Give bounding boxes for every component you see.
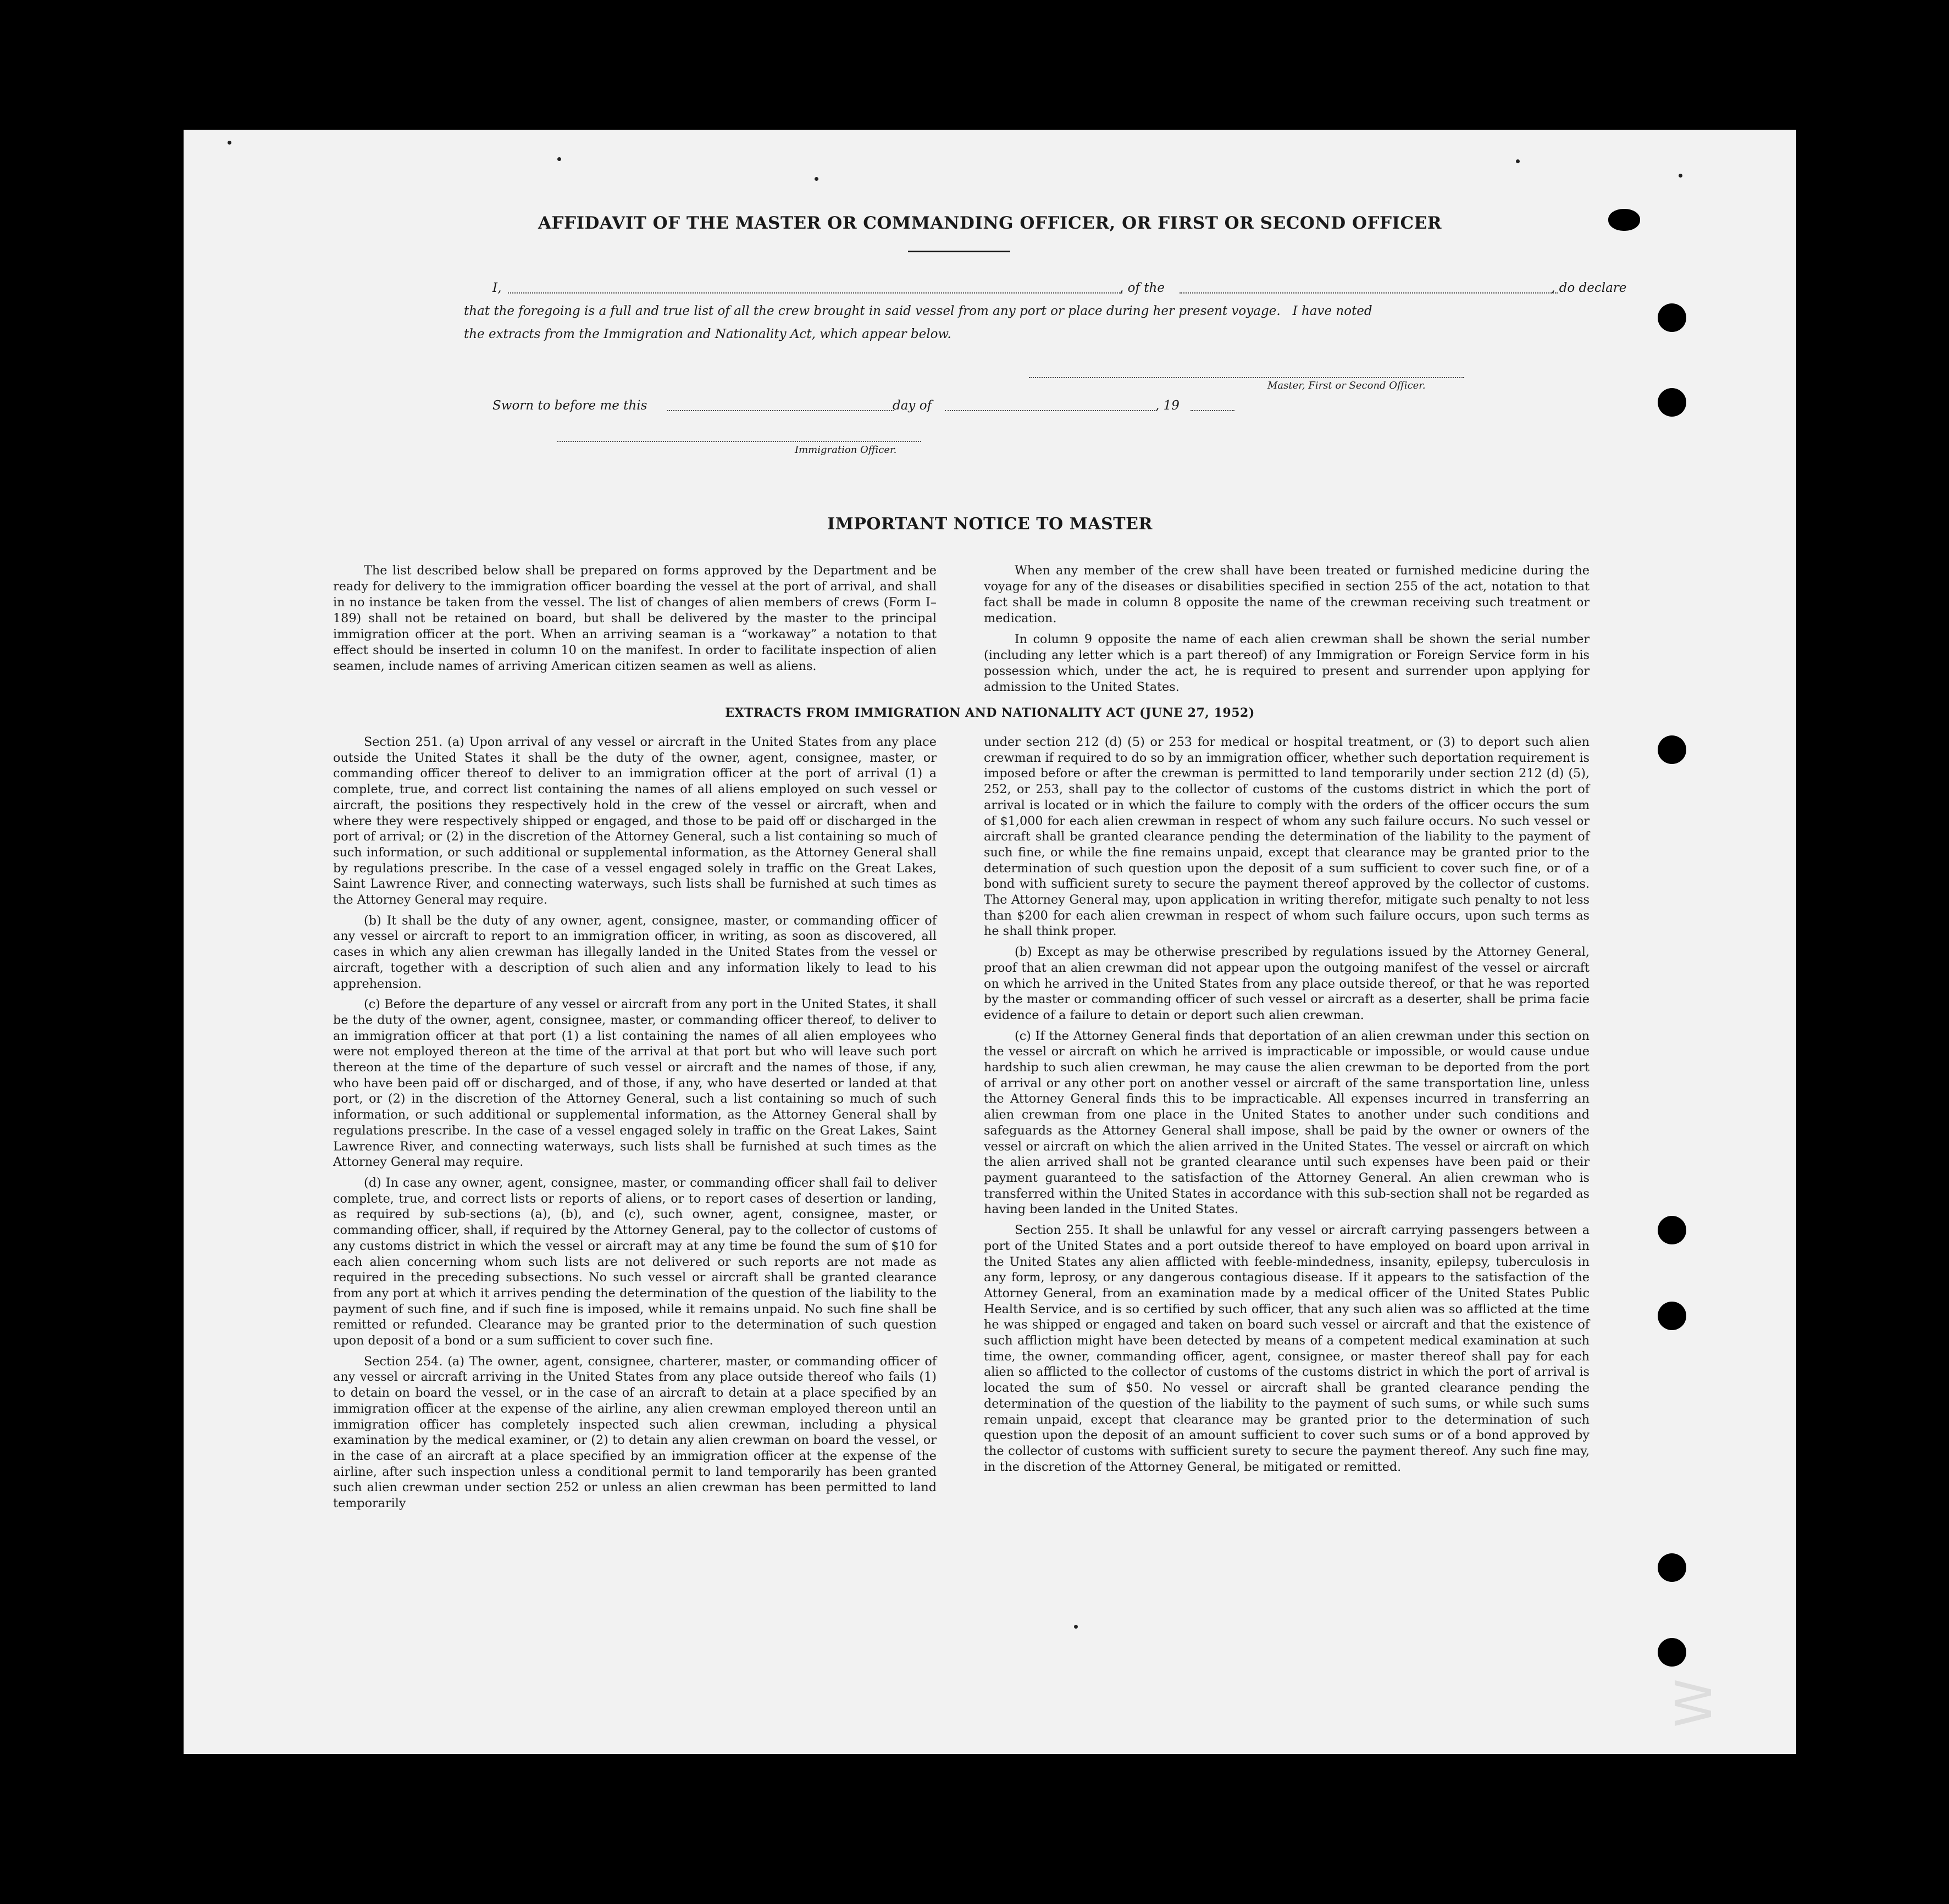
punch-hole — [1658, 1302, 1686, 1330]
extracts-right-column — [984, 734, 1590, 1480]
punch-hole — [1658, 735, 1686, 764]
notice-right-paragraph-1: When any member of the crew shall have been treated or furnished medicine during the voyage for any of the diseases or disabilities specified in section 255 of the act, notation to that fact shall be made in column 8 opposite the name of the crewman receiving such treatment or medication. — [984, 563, 1590, 626]
notice-right-column — [984, 563, 1590, 700]
sworn-label: Sworn to before me this — [492, 398, 647, 413]
section-251-a: Section 251. (a) Upon arrival of any vessel or aircraft in the United States from any place outside the United States it shall be the duty of the owner, agent, consignee, master, or commanding officer thereof to deliver to an immigration officer at the port of arrival (1) a complete, true, and correct list containing the names of all aliens employed on such vessel or aircraft, the positions they respectively hold in the crew of the vessel or aircraft, when and where they were respectively shipped or engaged, and those to be paid off or discharged in the port of arrival; or (2) in the discretion of the Attorney General, such a list containing so much of such information, or such additional or supplemental information, as the Attorney General shall by regulations prescribe. In the case of a vessel engaged solely in traffic on the Great Lakes, Saint Lawrence River, and connecting waterways, such lists shall be furnished at such times as the Attorney General may require. — [333, 735, 937, 907]
day-of-label: day of — [893, 398, 932, 413]
master-signature-line[interactable] — [1029, 377, 1464, 378]
affidavit-title: AFFIDAVIT OF THE MASTER OR COMMANDING OFFICER, OR FIRST OR SECOND OFFICER — [538, 213, 1442, 233]
sworn-day-blank[interactable] — [667, 410, 894, 411]
officer-caption: Immigration Officer. — [795, 444, 897, 456]
punch-hole — [1658, 303, 1686, 332]
master-caption: Master, First or Second Officer. — [1267, 380, 1426, 391]
section-254-a-continued: under section 212 (d) (5) or 253 for medical or hospital treatment, or (3) to deport such alien crewman if required to do so by an immigration officer, whether such deportation requirement is imposed before or after the crewman is permitted to land temporarily under section 212 (d) (5), 252, or 253, shall pay to the collector of customs of the customs district in which the port of arrival is located or in which the failure to comply with the orders of the officer occurs the sum of $1,000 for each alien crewman in respect of whom any such failure occurs. No such vessel or aircraft shall be granted clearance pending the determination of the liability to the payment of such fine, or while the fine remains unpaid, except that clearance may be granted prior to the determination of such question upon the deposit of a sum sufficient to cover such fine, or of a bond with sufficient surety to secure the payment thereof approved by the collector of customs. The Attorney General may, upon application in writing therefor, mitigate such penalty to not less than $200 for each alien crewman in respect of whom such failure occurs, upon such terms as he shall think proper. — [984, 735, 1590, 939]
scan-speck — [228, 141, 231, 145]
punch-hole — [1658, 1638, 1686, 1667]
scan-speck — [557, 157, 561, 161]
scan-speck — [815, 177, 818, 181]
year-blank[interactable] — [1191, 410, 1234, 411]
section-254-b: (b) Except as may be otherwise prescribed by regulations issued by the Attorney General, proof that an alien crewman did not appear upon the outgoing manifest of the vessel or aircraft on which he arrived in the United States from any place outside thereof, or that he was reported by the master or commanding officer of such vessel or aircraft as a deserter, shall be prima facie evidence of a failure to detain or deport such alien crewman. — [984, 945, 1590, 1022]
notice-left-column — [333, 563, 937, 679]
affidavit-line-2: that the foregoing is a full and true list of all the crew brought in said vessel from any port or place during her present voyage. I have noted — [464, 304, 1372, 318]
punch-hole — [1658, 1216, 1686, 1244]
extracts-title: EXTRACTS FROM IMMIGRATION AND NATIONALITY ACT (JUNE 27, 1952) — [725, 706, 1255, 720]
year-prefix: , 19 — [1155, 398, 1180, 413]
punch-hole — [1608, 209, 1640, 231]
scan-speck — [1679, 174, 1682, 178]
sworn-month-blank[interactable] — [945, 410, 1155, 411]
officer-signature-line[interactable] — [557, 441, 921, 442]
punch-hole — [1658, 1553, 1686, 1582]
scan-speck — [1074, 1625, 1078, 1629]
section-254-c: (c) If the Attorney General finds that deportation of an alien crewman under this section on the vessel or aircraft on which he arrived is impracticable or impossible, or would cause undue hardship to such alien crewman, he may cause the alien crewman to be deported from the port of arrival or any other port on another vessel or aircraft of the same transportation line, unless the Attorney General finds this to be impracticable. All expenses incurred in transferring an alien crewman from one place in the United States to another under such conditions and safeguards as the Attorney General shall impose, shall be paid by the owner or owners of the vessel or aircraft on which the alien arrived in the United States. The vessel or aircraft on which the alien arrived shall not be granted clearance until such expenses have been paid or their payment guaranteed to the satisfaction of the Attorney General. An alien crewman who is transferred within the United States in accordance with this sub-section shall not be regarded as having been landed in the United States. — [984, 1028, 1590, 1217]
of-the-label: , of the — [1120, 281, 1165, 295]
section-251-d: (d) In case any owner, agent, consignee, master, or commanding officer shall fail to deliver complete, true, and correct lists or reports of aliens, or to report cases of desertion or landing, as required by sub-sections (a), (b), and (c), such owner, agent, consignee, master, or commanding officer, shall, if required by the Attorney General, pay to the collector of customs of any customs district in which the vessel or aircraft may at any time be found the sum of $10 for each alien concerning whom such lists are not delivered or such reports are not made as required in the preceding subsections. No such vessel or aircraft shall be granted clearance from any port at which it arrives pending the determination of the question of the liability to the payment of such fine, and if such fine is imposed, while it remains unpaid. No such fine shall be remitted or refunded. Clearance may be granted prior to the determination of such question upon deposit of a bond or a sum sufficient to cover such fine. — [333, 1175, 937, 1348]
vessel-blank[interactable] — [1180, 292, 1558, 294]
section-254-a: Section 254. (a) The owner, agent, consignee, charterer, master, or commanding officer of any vessel or aircraft arriving in the United States from any place outside thereof who fails (1) to detain on board the vessel, or in the case of an aircraft to detain at a place specified by an immigration officer at the expense of the airline, any alien crewman employed thereon until an immigration officer has completely inspected such alien crewman, including a physical examination by the medical examiner, or (2) to detain any alien crewman on board the vessel, or in the case of an aircraft at a place specified by an immigration officer at the expense of the airline, after such inspection unless a conditional permit to land temporarily has been granted such alien crewman under section 252 or unless an alien crewman has been permitted to land temporarily — [333, 1354, 937, 1511]
notice-right-paragraph-2: In column 9 opposite the name of each alien crewman shall be shown the serial number (including any letter which is a part thereof) of any Immigration or Foreign Service form in his possession which, under the act, he is required to present and surrender upon applying for admission to the United States. — [984, 632, 1590, 694]
notice-title: IMPORTANT NOTICE TO MASTER — [827, 514, 1153, 534]
affidavit-line-3: the extracts from the Immigration and Nationality Act, which appear below. — [464, 327, 951, 341]
document-page — [184, 130, 1796, 1754]
scan-speck — [1516, 159, 1520, 163]
do-declare-label: , do declare — [1551, 281, 1627, 295]
name-blank[interactable] — [508, 292, 1122, 294]
extracts-left-column — [333, 734, 937, 1516]
affidavit-i-label: I, — [492, 281, 502, 295]
section-251-b: (b) It shall be the duty of any owner, agent, consignee, master, or commanding officer of any vessel or aircraft to report to an immigration officer, in writing, as soon as discovered, all cases in which any alien crewman has illegally landed in the United States from the vessel or aircraft, together with a description of such alien and any information likely to lead to his apprehension. — [333, 913, 937, 991]
title-rule — [908, 251, 1010, 252]
section-251-c: (c) Before the departure of any vessel or aircraft from any port in the United States, it shall be the duty of the owner, agent, consignee, master, or commanding officer thereof, to deliver to an immigration officer at that port (1) a list containing the names of all alien employees who were not employed thereon at the time of the arrival at that port but who will leave such port thereon at the time of the departure of such vessel or aircraft and the names of those, if any, who have been paid off or discharged, and of those, if any, who have deserted or landed at that port, or (2) in the discretion of the Attorney General, such a list containing so much of such information, or such additional or supplemental information, as the Attorney General shall by regulations prescribe. In the case of a vessel engaged solely in traffic on the Great Lakes, Saint Lawrence River, and connecting waterways, such lists shall be furnished at such times as the Attorney General may require. — [333, 997, 937, 1170]
handwritten-mark: W — [1665, 1679, 1723, 1728]
punch-hole — [1658, 388, 1686, 417]
section-255: Section 255. It shall be unlawful for any vessel or aircraft carrying passengers between a port of the United States and a port outside thereof to have employed on board upon arrival in the United States any alien afflicted with feeble-mindedness, insanity, epilepsy, tuberculosis in any form, leprosy, or any dangerous contagious disease. If it appears to the satisfaction of the Attorney General, from an examination made by a medical officer of the United States Public Health Service, and is so certified by such officer, that any such alien was so afflicted at the time he was shipped or engaged and taken on board such vessel or aircraft and that the existence of such affliction might have been detected by means of a competent medical examination at such time, the owner, commanding officer, agent, consignee, or master thereof shall pay for each alien so afflicted to the collector of customs of the customs district in which the port of arrival is located the sum of $50. No vessel or aircraft shall be granted clearance pending the determination of the question of the liability to the payment of such sums, or while such sums remain unpaid, except that clearance may be granted prior to the determination of such question upon the deposit of an amount sufficient to cover such sums or of a bond approved by the collector of customs with sufficient surety to secure the payment thereof. Any such fine may, in the discretion of the Attorney General, be mitigated or remitted. — [984, 1223, 1590, 1474]
notice-left-paragraph: The list described below shall be prepared on forms approved by the Department and be ready for delivery to the immigration officer boarding the vessel at the port of arrival, and shall in no instance be taken from the vessel. The list of changes of alien members of crews (Form I–189) shall not be retained on board, but shall be delivered by the master to the principal immigration officer at the port. When an arriving seaman is a “workaway” a notation to that effect should be inserted in column 10 on the manifest. In order to facilitate inspection of alien seamen, include names of arriving American citizen seamen as well as aliens. — [333, 563, 937, 673]
